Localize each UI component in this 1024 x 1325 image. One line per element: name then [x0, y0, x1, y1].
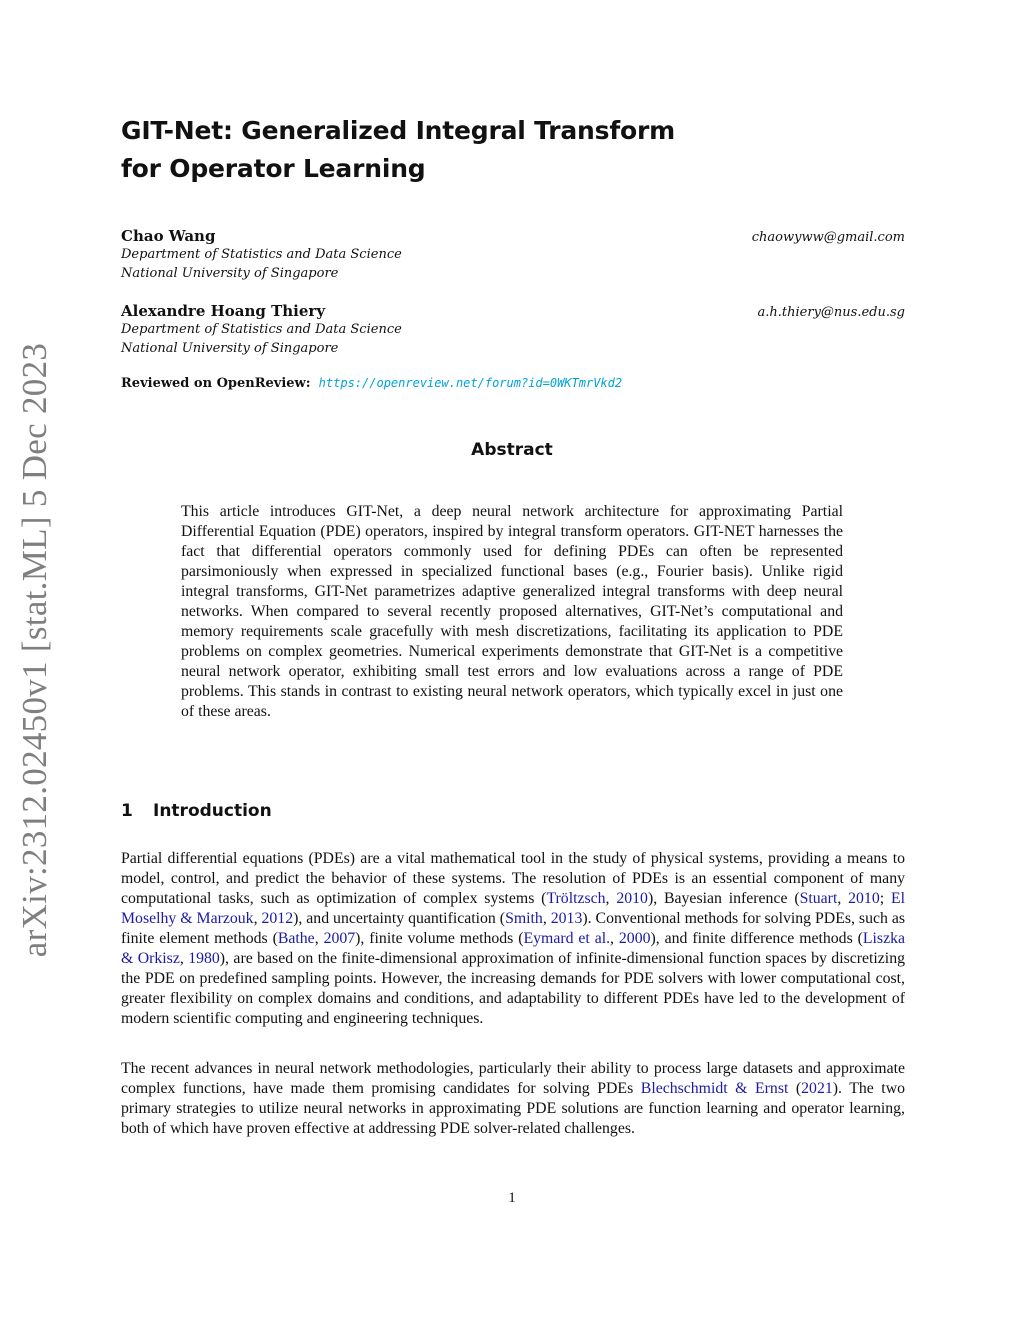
intro-paragraph-2: [121, 1059, 905, 1139]
author-affiliation-university: National University of Singapore: [121, 341, 339, 356]
citation-link[interactable]: Smith: [505, 910, 543, 927]
author-affiliation-university: National University of Singapore: [121, 266, 339, 281]
author-email[interactable]: chaowyww@gmail.com: [751, 230, 905, 245]
openreview-link[interactable]: https://openreview.net/forum?id=0WKTmrVkd2: [318, 376, 623, 390]
text-run: ), finite volume methods (: [355, 930, 524, 947]
openreview-label: Reviewed on OpenReview:: [121, 376, 311, 391]
text-run: ). The two primary strategies to utilize neural networks in approximating PDE solutions are function learning and operator learning, both of which have proven effective at addressing PDE solver-related challenges.: [121, 1080, 906, 1137]
text-run: The recent advances in neural network methodologies, particularly their ability to process large datasets and approximate complex functions, have made them promising candidates for solving PDEs: [121, 1060, 905, 1097]
section-title: Introduction: [153, 801, 272, 821]
intro-paragraph-1: [121, 849, 905, 1029]
author-name: Alexandre Hoang Thiery: [121, 302, 326, 320]
openreview-line: [121, 376, 622, 391]
title-line-1: GIT-Net: Generalized Integral Transform: [121, 116, 675, 145]
author-block-2: [121, 302, 905, 358]
text-run: ,: [253, 910, 262, 927]
text-run: ,: [837, 890, 849, 907]
citation-link[interactable]: 2010: [616, 890, 648, 907]
citation-link[interactable]: Blechschmidt & Ernst: [640, 1080, 789, 1097]
page-number: 1: [508, 1190, 516, 1206]
text-run: ,: [314, 930, 324, 947]
arxiv-stamp-text: arXiv:2312.02450v1 [stat.ML] 5 Dec 2023: [15, 342, 54, 958]
citation-link[interactable]: Stuart: [799, 890, 838, 907]
text-run: ), are based on the finite-dimensional approximation of infinite-dimensional function spaces by discretizing the PDE on predefined sampling points. However, the increasing demands for PDE solvers with lower computational cost, greater flexibility on complex domains and conditions, and adaptability to different PDEs have led to the development of modern scientific computing and engineering techniques.: [121, 950, 905, 1027]
citation-link[interactable]: Tröltzsch: [546, 890, 606, 907]
text-run: Partial differential equations (PDEs) are a vital mathematical tool in the study of physical systems, providing a means to model, control, and predict the behavior of these systems. The resolution of PDEs is an essential component of many computational tasks, such as optimization of complex systems (: [121, 850, 905, 907]
text-run: ). Conventional methods for solving PDEs, such as finite element methods (: [121, 910, 906, 947]
section-number: 1: [121, 801, 133, 821]
title-line-2: for Operator Learning: [121, 154, 426, 183]
abstract-heading: Abstract: [471, 440, 553, 460]
author-block-1: [121, 227, 905, 283]
author-affiliation-department: Department of Statistics and Data Science: [121, 247, 402, 262]
citation-link[interactable]: 2012: [261, 910, 294, 927]
citation-link[interactable]: El Moselhy & Marzouk: [121, 890, 905, 927]
citation-link[interactable]: 2010: [848, 890, 880, 907]
text-run: ), and uncertainty quantification (: [293, 910, 506, 927]
text-run: ,: [605, 890, 617, 907]
text-run: ), and finite difference methods (: [650, 930, 863, 947]
author-affiliation-department: Department of Statistics and Data Science: [121, 322, 402, 337]
citation-link[interactable]: 2021: [801, 1080, 833, 1097]
citation-link[interactable]: 2007: [323, 930, 356, 947]
citation-link[interactable]: Bathe: [277, 930, 315, 947]
text-run: ,: [610, 930, 619, 947]
author-name: Chao Wang: [121, 227, 216, 245]
text-run: ,: [179, 950, 189, 967]
section-heading: [121, 801, 272, 821]
citation-link[interactable]: 2013: [550, 910, 583, 927]
abstract-text: This article introduces GIT-Net, a deep neural network architecture for approximating Partial Differential Equation (PDE) operators, inspired by integral transform operators. GIT-NET harnesses the fact that differential operators commonly used for defining PDEs can often be represented parsimoniously when expressed in specialized functional bases (e.g., Fourier basis). Unlike rigid integral transforms, GIT-Net parametrizes adaptive generalized integral transforms with deep neural networks. When compared to several recently proposed alternatives, GIT-Net’s computational and memory requirements scale gracefully with mesh discretizations, facilitating its application to PDE problems on complex geometries. Numerical experiments demonstrate that GIT-Net is a competitive neural network operator, exhibiting small test errors and low evaluations across a range of PDE problems. This stands in contrast to existing neural network operators, which typically excel in just one of these areas.: [181, 503, 843, 720]
paper-title: [121, 112, 761, 188]
text-run: ), Bayesian inference (: [647, 890, 800, 907]
citation-link[interactable]: 1980: [188, 950, 220, 967]
citation-link[interactable]: Liszka & Orkisz: [121, 930, 905, 967]
author-email[interactable]: a.h.thiery@nus.edu.sg: [757, 305, 905, 320]
citation-link[interactable]: Eymard et al.: [523, 930, 611, 947]
text-run: ,: [542, 910, 551, 927]
text-run: (: [788, 1080, 802, 1097]
text-run: ;: [879, 890, 891, 907]
citation-link[interactable]: 2000: [618, 930, 651, 947]
